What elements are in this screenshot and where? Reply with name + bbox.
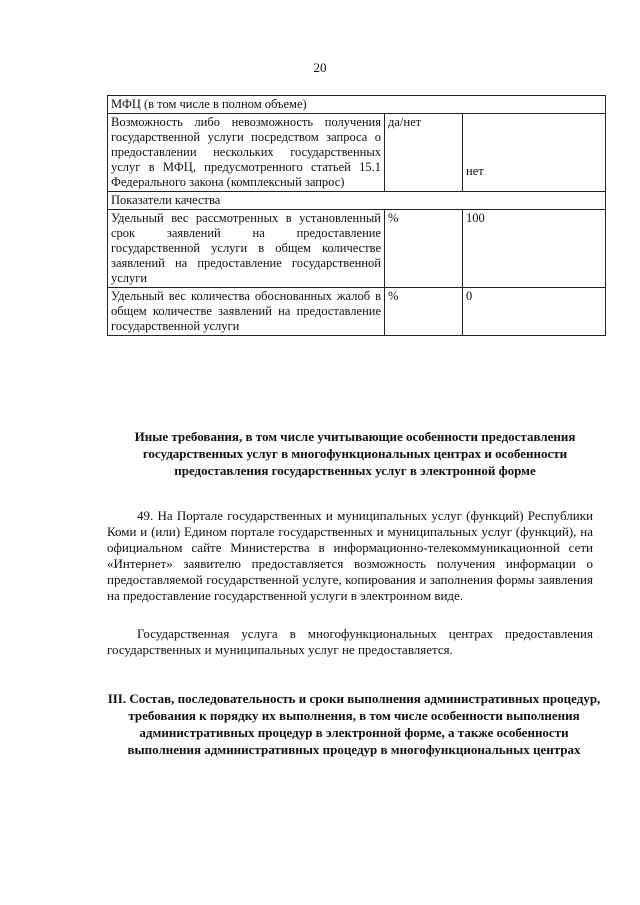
- indicator-description: Удельный вес количества обоснованных жалоб в общем количестве заявлений на предоставление государственной услуги: [108, 288, 385, 336]
- paragraph: 49. На Портале государственных и муниципальных услуг (функций) Республики Коми и (или) Едином портале государственных и муниципальных услуг (функций), на официальном сайте Министерства в информационно-телекоммуникационной сети «Интернет» заявителю предоставляется возможность получения информации о предоставляемой государственной услуге, копирования и заполнения формы заявления на предоставление государственной услуги в электронном виде.: [107, 508, 593, 603]
- table-row: [108, 192, 606, 210]
- indicator-unit: %: [385, 210, 463, 288]
- table-row: [108, 114, 606, 192]
- table-row: [108, 288, 606, 336]
- indicator-description: Возможность либо невозможность получения государственной услуги посредством запроса о предоставлении нескольких государственных услуг в МФЦ, предусмотренного статьей 15.1 Федерального закона (комплексный запрос): [108, 114, 385, 192]
- indicators-table: [107, 95, 606, 336]
- section-heading: Иные требования, в том числе учитывающие особенности предоставления государственных услуг в многофункциональных центрах и особенности предоставления государственных услуг в электронной форме: [134, 429, 576, 478]
- chapter-heading: III. Состав, последовательность и сроки выполнения административных процедур, требования к порядку их выполнения, в том числе особенности выполнения административных процедур в электронной форме, а также особенности выполнения административных процедур в многофункциональных центрах: [107, 691, 601, 757]
- table-row: [108, 96, 606, 114]
- paragraph: Государственная услуга в многофункциональных центрах предоставления государственных и муниципальных услуг не предоставляется.: [107, 626, 593, 657]
- indicator-description: Удельный вес рассмотренных в установленный срок заявлений на предоставление государственной услуги в общем количестве заявлений на предоставление государственной услуги: [108, 210, 385, 288]
- table-row: [108, 210, 606, 288]
- page-number: 20: [313, 60, 327, 75]
- indicator-value: 100: [463, 210, 606, 288]
- indicator-value: нет: [463, 114, 606, 192]
- table-section-cell: Показатели качества: [108, 192, 606, 210]
- indicator-unit: да/нет: [385, 114, 463, 192]
- indicator-unit: %: [385, 288, 463, 336]
- indicator-value: 0: [463, 288, 606, 336]
- table-section-cell: МФЦ (в том числе в полном объеме): [108, 96, 606, 114]
